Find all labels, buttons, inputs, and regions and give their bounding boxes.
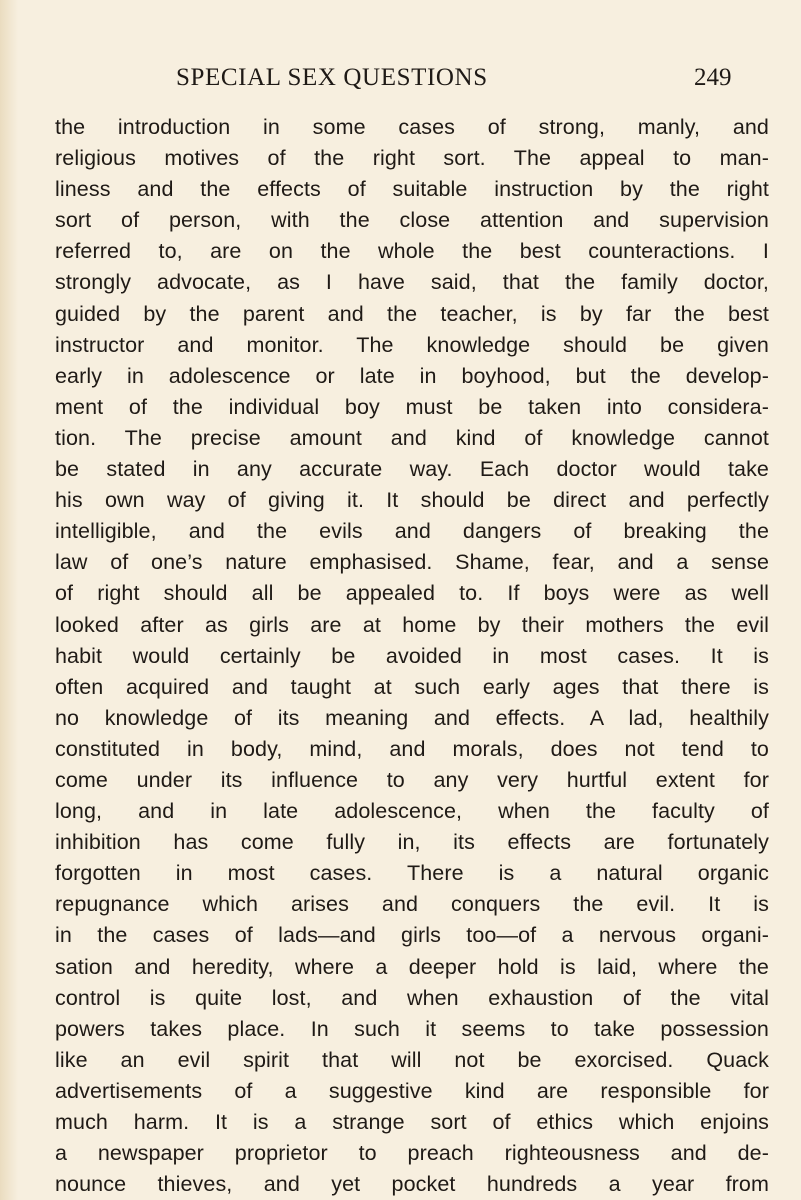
text-line: no knowledge of its meaning and effects. A lad, healthily xyxy=(55,705,769,730)
text-line: powers takes place. In such it seems to take possession xyxy=(55,1016,769,1041)
text-line: instructor and monitor. The knowledge should be given xyxy=(55,332,769,357)
text-line: early in adolescence or late in boyhood, but the develop- xyxy=(55,363,769,388)
text-line: of right should all be appealed to. If boys were as well xyxy=(55,581,769,606)
page-number: 249 xyxy=(694,64,732,91)
text-line: referred to, are on the whole the best counteractions. I xyxy=(55,239,769,264)
text-line: religious motives of the right sort. The appeal to man- xyxy=(55,146,769,171)
text-line: tion. The precise amount and kind of knowledge cannot xyxy=(55,425,769,450)
text-line: be stated in any accurate way. Each doctor would take xyxy=(55,457,769,482)
text-line: ment of the individual boy must be taken into considera- xyxy=(55,394,769,419)
text-line: looked after as girls are at home by their mothers the evil xyxy=(55,612,769,637)
text-line: a newspaper proprietor to preach righteousness and de- xyxy=(55,1141,769,1166)
text-line: sort of person, with the close attention and supervision xyxy=(55,208,769,233)
running-head: SPECIAL SEX QUESTIONS xyxy=(176,64,488,91)
text-line: constituted in body, mind, and morals, does not tend to xyxy=(55,736,769,761)
page-gutter-shadow xyxy=(0,0,18,1200)
text-line: advertisements of a suggestive kind are responsible for xyxy=(55,1078,769,1103)
text-line: his own way of giving it. It should be direct and perfectly xyxy=(55,488,769,513)
text-line: repugnance which arises and conquers the evil. It is xyxy=(55,892,769,917)
text-line: in the cases of lads—and girls too—of a nervous organi- xyxy=(55,923,769,948)
text-line: liness and the effects of suitable instruction by the right xyxy=(55,177,769,202)
text-line: much harm. It is a strange sort of ethics which enjoins xyxy=(55,1110,769,1134)
page-header xyxy=(0,64,801,96)
text-line: law of one’s nature emphasised. Shame, fear, and a sense xyxy=(55,550,769,575)
text-line: nounce thieves, and yet pocket hundreds a year from xyxy=(55,1172,769,1197)
text-line: like an evil spirit that will not be exorcised. Quack xyxy=(55,1047,769,1072)
body-text xyxy=(55,112,769,1200)
text-line: forgotten in most cases. There is a natural organic xyxy=(55,861,769,886)
text-line: strongly advocate, as I have said, that the family doctor, xyxy=(55,270,769,295)
text-line: guided by the parent and the teacher, is by far the best xyxy=(55,301,769,326)
text-line: control is quite lost, and when exhaustion of the vital xyxy=(55,985,769,1010)
text-line: come under its influence to any very hurtful extent for xyxy=(55,767,769,792)
text-line: long, and in late adolescence, when the faculty of xyxy=(55,799,769,824)
text-line: the introduction in some cases of strong, manly, and xyxy=(55,115,769,139)
text-line: intelligible, and the evils and dangers of breaking the xyxy=(55,519,769,544)
text-line: habit would certainly be avoided in most cases. It is xyxy=(55,643,769,668)
text-line: sation and heredity, where a deeper hold is laid, where the xyxy=(55,954,769,979)
text-line: inhibition has come fully in, its effects are fortunately xyxy=(55,830,769,855)
text-line: often acquired and taught at such early ages that there is xyxy=(55,674,769,699)
